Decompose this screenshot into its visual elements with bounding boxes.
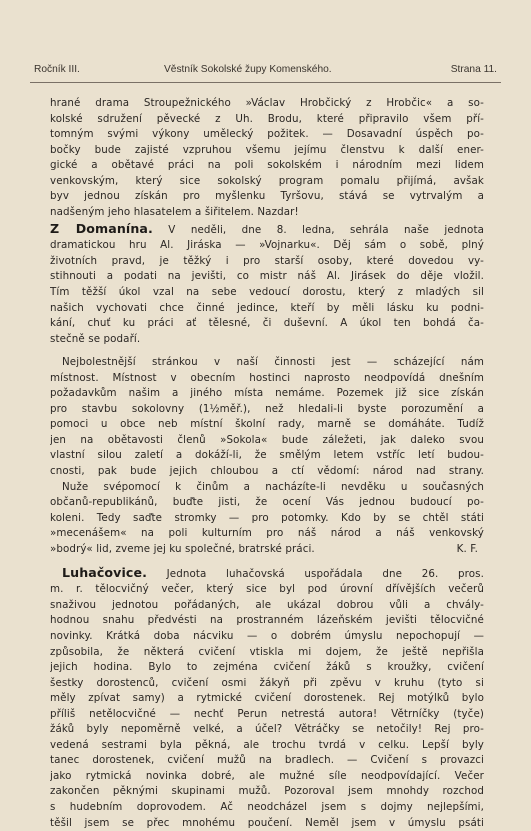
section-heading: Z Domanína. xyxy=(50,221,153,237)
text-line: místnost. Místnost v obecním hostinci naprosto neodpovídá dnešním xyxy=(50,371,484,384)
volume-label: Ročník III. xyxy=(34,64,80,75)
text-line: m. r. tělocvičný večer, který sice byl pod úrovní dřívějších večerů xyxy=(50,583,484,596)
paragraph-gap xyxy=(50,347,484,355)
text-line: šestky dorostenců, cvičení osmi žákyň při zpěvu v kruhu (tyto si xyxy=(50,676,484,689)
text-line: nadšeným jeho hlasatelem a šiřitelem. Nazdar! xyxy=(50,205,299,218)
section-domanin xyxy=(50,221,484,347)
paragraph-clubhouse xyxy=(50,355,484,557)
page-header xyxy=(34,64,497,78)
section-lead-text: V neděli, dne 8. ledna, sehrála naše jednota xyxy=(152,224,484,237)
author-signature: K. F. xyxy=(456,542,478,555)
text-line: cnosti, pak bude jejich chloubou a ctí vědomí: národ nad strany. xyxy=(50,465,484,478)
text-line: snaživou jednotou pořádaných, ale ukázal dobrou vůli a chvály- xyxy=(50,598,484,611)
text-line: příliš netělocvičné — nechť Perun netrestá autora! Větrníčky (tyče) xyxy=(50,707,484,720)
text-line: tomným svými výkony umělecký požitek. — Dosavadní úspěch po- xyxy=(50,128,484,141)
text-line: jen na obětavosti členů »Sokola« bude záležeti, jak daleko svou xyxy=(50,433,484,446)
text-line: našich vychovati chce činné jedince, kteří by měli lásku ku podni- xyxy=(50,301,484,314)
text-line: způsobila, že některá cvičení vtiskla mi dojem, že ještě nepřišla xyxy=(50,645,484,658)
text-line: životních pravd, je těžký i pro starší osoby, které dovedou vy- xyxy=(50,254,484,267)
text-line: hrané drama Stroupežnického »Václav Hrobčický z Hrobčic« a so- xyxy=(50,97,484,109)
text-line: požadavkům našim a jiného místa nemáme. Pozemek již sice získán xyxy=(50,387,484,400)
text-line: gické a obětavé práci na poli sokolském i národním mezi lidem xyxy=(50,159,484,172)
page-number: Strana 11. xyxy=(450,64,497,75)
text-line xyxy=(50,565,484,582)
text-line: kání, chuť ku práci ať tělesné, či duševní. A úkol ten bohdá ča- xyxy=(50,317,484,330)
text-line: s hudebním doprovodem. Ač neodcházel jsem s dojmy nejlepšími, xyxy=(50,800,484,813)
text-line: stečně se podaří. xyxy=(50,332,141,345)
text-line: Tím těžší úkol vzal na sebe vedoucí dorostu, který z mladých sil xyxy=(50,286,484,299)
text-line xyxy=(50,221,484,238)
text-line xyxy=(50,542,484,558)
text-line: občanů-republikánů, buďte jisti, že ocení Vás jednou budoucí po- xyxy=(50,496,484,509)
text-line: zakončen pěknými skupinami mužů. Pozoroval jsem mnohdy rozchod xyxy=(50,785,484,798)
paragraph-gap xyxy=(50,557,484,565)
text-line: koleni. Tedy saďte stromky — pro potomky. Kdo by se chtěl státi xyxy=(50,511,484,524)
text-line: hodnou snahu předvésti na prostranném lázeňském jevišti tělocvičné xyxy=(50,614,484,627)
text-line: bočky bude zajisté vzpruhou všemu jejímu členstvu k další ener- xyxy=(50,143,484,156)
text-line: kolské sdružení pěvecké z Uh. Brodu, které připravilo všem pří- xyxy=(50,112,484,125)
text-line: vedená sestrami byla pěkná, ale trochu tvrdá v celku. Lepší byly xyxy=(50,738,484,751)
text-line: měly zpívat samy) a rytmické cvičení dorostenek. Rej motýlků bylo xyxy=(50,692,484,705)
text-line: stihnouti a podati na jevišti, co mistr náš Al. Jirásek do děje vložil. xyxy=(50,270,484,283)
article-body xyxy=(50,96,484,831)
text-line-content: »bodrý« lid, zveme jej ku společné, bratrské práci. xyxy=(50,542,315,555)
text-line: těšil jsem se přec mnohému poučení. Neměl jsem v úmyslu psáti xyxy=(50,816,484,829)
section-heading: Luhačovice. xyxy=(62,565,147,581)
text-line: tanec dorostenek, cvičení mužů na bradlech. — Cvičení s provazci xyxy=(50,754,484,767)
journal-title: Věstník Sokolské župy Komenského. xyxy=(164,64,332,75)
text-line: Nuže svépomocí k činům a nacházíte-li nevděku u současných xyxy=(62,480,484,493)
text-line: venkovským, který sice sokolský program pomalu přijímá, avšak xyxy=(50,174,484,187)
text-line: jako rytmická novinka dobré, ale mužné síle neodpovídající. Večer xyxy=(50,769,484,782)
section-luhacovice xyxy=(50,565,484,831)
text-line: novinky. Krátká doba nácviku — o dobrém úmyslu nepochopují — xyxy=(50,629,484,642)
text-line: byv jednou získán pro myšlenku Tyršovu, stává se vytrvalým a xyxy=(50,190,484,203)
text-line: žáků byly nepoměrně velké, a účel? Větráčky se netočily! Rej pro- xyxy=(50,723,484,736)
section-lead-text: Jednota luhačovská uspořádala dne 26. pros. xyxy=(147,568,484,581)
text-line: vlastní silou zaletí a dokáží-li, že smělým letem vstříc letí budou- xyxy=(50,449,484,462)
text-line: »mecenášem« na poli kulturním pro náš národ a náš venkovský xyxy=(50,527,484,540)
text-line: dramatickou hru Al. Jiráska — »Vojnarku«. Děj sám o sobě, plný xyxy=(50,239,484,252)
paragraph-continuation xyxy=(50,96,484,220)
header-rule xyxy=(30,82,501,83)
text-line: jejich hodina. Bylo to zejména cvičení žáků s kroužky, cvičení xyxy=(50,661,484,674)
text-line: pomoci u obce neb místní školní rady, marně se domáháte. Tudíž xyxy=(50,418,484,431)
text-line: Nejbolestnější stránkou v naší činnosti jest — scházející nám xyxy=(62,356,484,369)
text-line: pro stavbu sokolovny (1½měř.), než hledali-li byste porozumění a xyxy=(50,402,484,415)
